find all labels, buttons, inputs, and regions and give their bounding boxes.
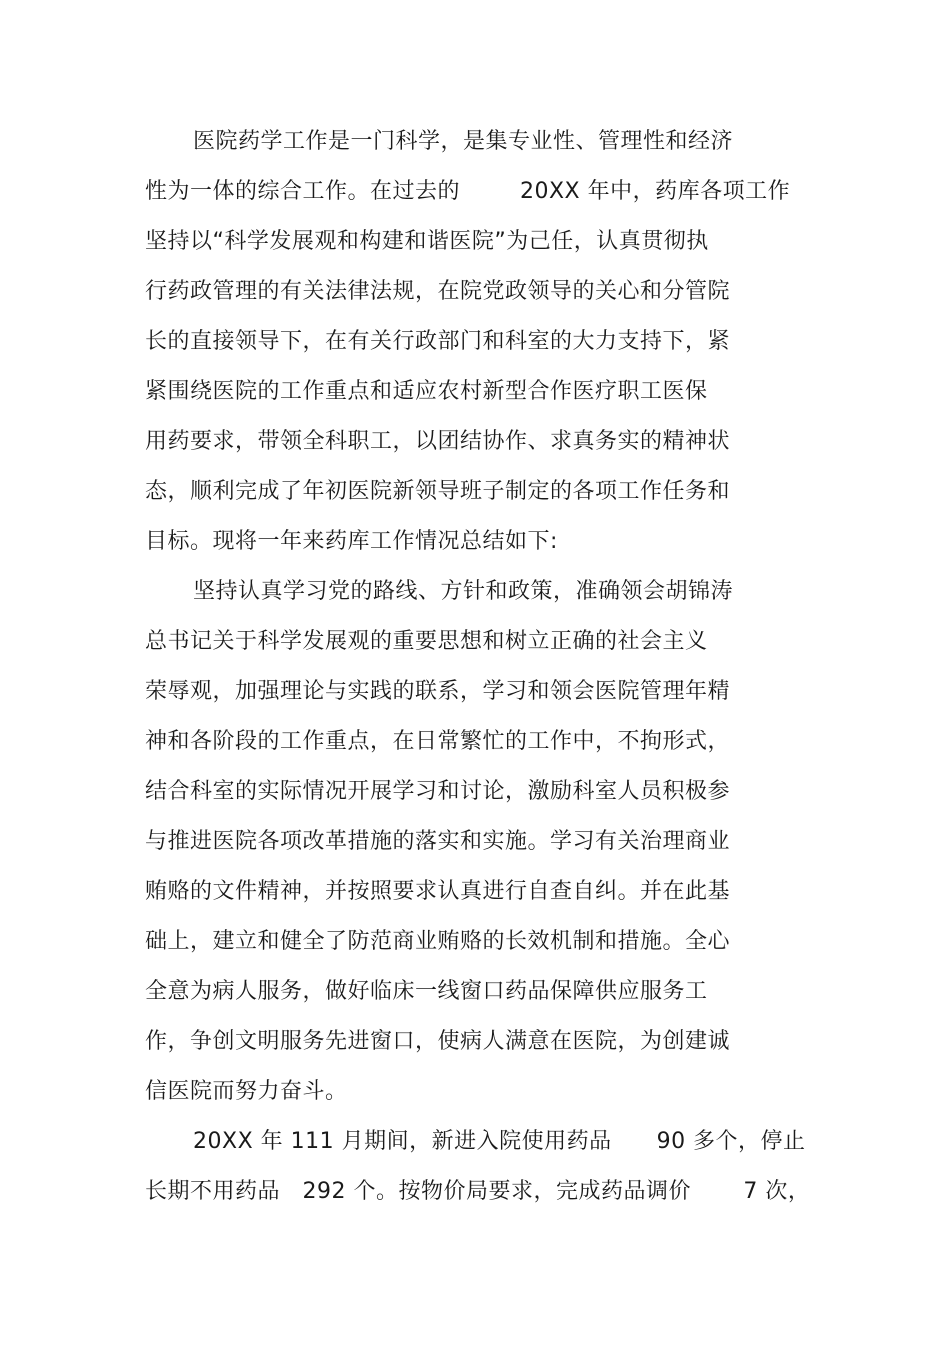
paragraph-3-line-1: 20XX 年 111 月期间，新进入院使用药品 90 多个，停止 bbox=[193, 1129, 806, 1154]
paragraph-2-line-5: 结合科室的实际情况开展学习和讨论，激励科室人员积极参 bbox=[145, 779, 731, 804]
paragraph-1-line-3: 坚持以“科学发展观和构建和谐医院”为己任，认真贯彻执 bbox=[145, 229, 709, 254]
paragraph-1-line-8: 态，顺利完成了年初医院新领导班子制定的各项工作任务和 bbox=[145, 479, 731, 504]
paragraph-1-line-9: 目标。现将一年来药库工作情况总结如下: bbox=[145, 529, 558, 554]
paragraph-2-line-4: 神和各阶段的工作重点，在日常繁忙的工作中，不拘形式， bbox=[145, 729, 731, 754]
paragraph-3-line-2: 长期不用药品 292 个。按物价局要求，完成药品调价 7 次， bbox=[145, 1179, 811, 1204]
paragraph-2-line-8: 础上，建立和健全了防范商业贿赂的长效机制和措施。全心 bbox=[145, 929, 731, 954]
paragraph-1-line-6: 紧围绕医院的工作重点和适应农村新型合作医疗职工医保 bbox=[145, 379, 708, 404]
paragraph-2-line-11: 信医院而努力奋斗。 bbox=[145, 1079, 348, 1104]
paragraph-1-line-4: 行药政管理的有关法律法规，在院党政领导的关心和分管院 bbox=[145, 279, 731, 304]
paragraph-1-line-2: 性为一体的综合工作。在过去的 20XX 年中，药库各项工作 bbox=[145, 179, 791, 204]
paragraph-2-line-6: 与推进医院各项改革措施的落实和实施。学习有关治理商业 bbox=[145, 829, 731, 854]
paragraph-1-line-7: 用药要求，带领全科职工，以团结协作、求真务实的精神状 bbox=[145, 429, 731, 454]
paragraph-2-line-1: 坚持认真学习党的路线、方针和政策，准确领会胡锦涛 bbox=[193, 579, 734, 604]
paragraph-2-line-9: 全意为病人服务，做好临床一线窗口药品保障供应服务工 bbox=[145, 979, 708, 1004]
paragraph-2-line-2: 总书记关于科学发展观的重要思想和树立正确的社会主义 bbox=[145, 629, 708, 654]
paragraph-2-line-10: 作，争创文明服务先进窗口，使病人满意在医院，为创建诚 bbox=[145, 1029, 731, 1054]
paragraph-2-line-7: 贿赂的文件精神，并按照要求认真进行自查自纠。并在此基 bbox=[145, 879, 731, 904]
paragraph-1-line-5: 长的直接领导下，在有关行政部门和科室的大力支持下，紧 bbox=[145, 329, 731, 354]
paragraph-1-line-1: 医院药学工作是一门科学，是集专业性、管理性和经济 bbox=[193, 129, 734, 154]
paragraph-2-line-3: 荣辱观，加强理论与实践的联系，学习和领会医院管理年精 bbox=[145, 679, 731, 704]
